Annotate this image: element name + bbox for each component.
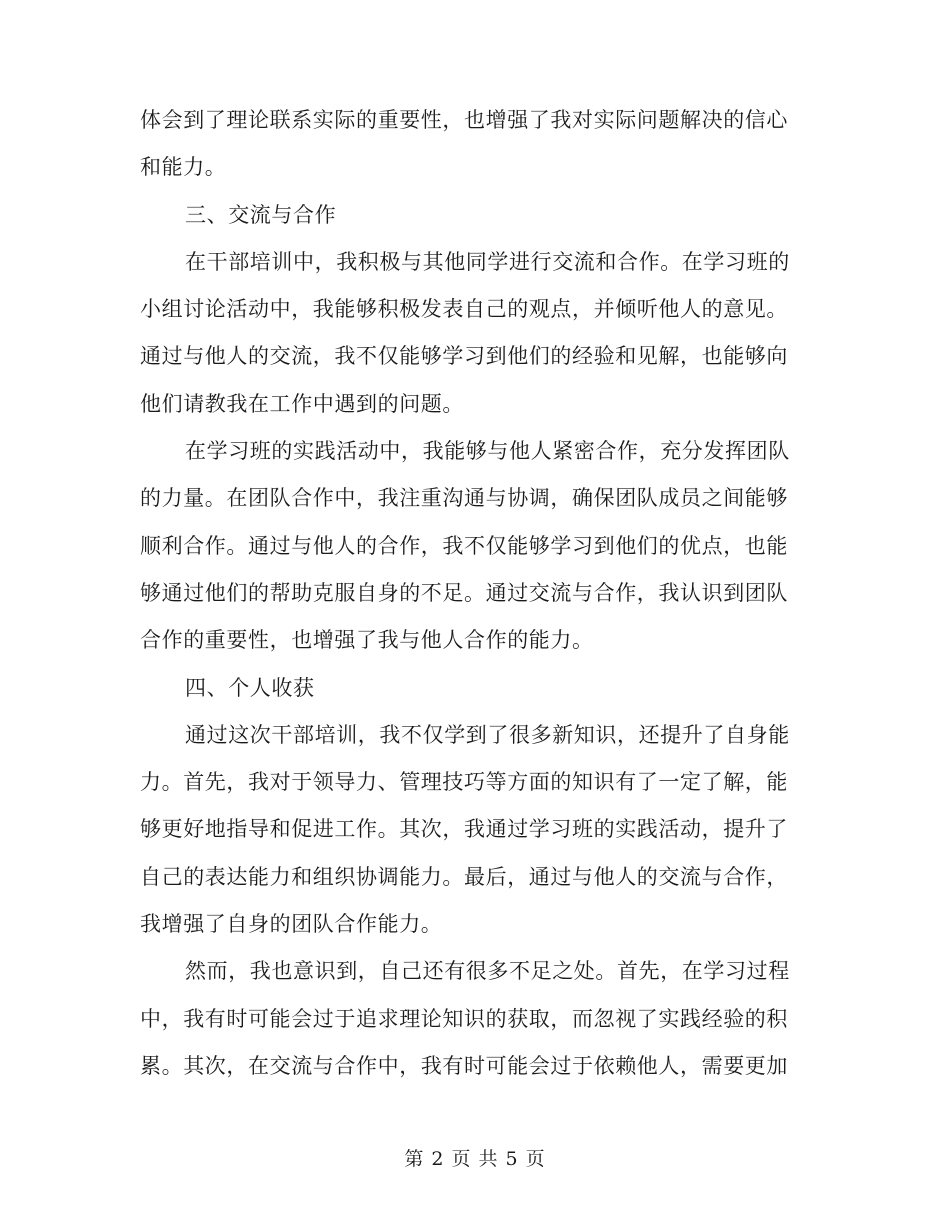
body-line: 够通过他们的帮助克服自身的不足。通过交流与合作，我认识到团队 [140, 580, 788, 605]
body-line: 力。首先，我对于领导力、管理技巧等方面的知识有了一定了解，能 [140, 770, 788, 795]
body-line: 体会到了理论联系实际的重要性，也增强了我对实际问题解决的信心 [140, 108, 788, 132]
body-line: 自己的表达能力和组织协调能力。最后，通过与他人的交流与合作， [140, 864, 788, 889]
body-line: 中，我有时可能会过于追求理论知识的获取，而忽视了实践经验的积 [140, 1006, 788, 1031]
body-line: 小组讨论活动中，我能够积极发表自己的观点，并倾听他人的意见。 [140, 297, 788, 322]
section-heading: 三、交流与合作 [185, 202, 337, 227]
document-body [140, 97, 800, 1090]
section-heading: 四、个人收获 [185, 675, 315, 700]
page-number: 第 2 页 共 5 页 [404, 1148, 546, 1170]
body-line: 我增强了自身的团队合作能力。 [140, 912, 443, 937]
body-line: 在学习班的实践活动中，我能够与他人紧密合作，充分发挥团队 [185, 439, 790, 464]
body-line: 顺利合作。通过与他人的合作，我不仅能够学习到他们的优点，也能 [140, 533, 788, 558]
body-line: 然而，我也意识到，自己还有很多不足之处。首先，在学习过程 [185, 959, 790, 984]
body-line: 在干部培训中，我积极与其他同学进行交流和合作。在学习班的 [185, 249, 790, 274]
body-line: 够更好地指导和促进工作。其次，我通过学习班的实践活动，提升了 [140, 817, 788, 842]
body-line: 累。其次，在交流与合作中，我有时可能会过于依赖他人，需要更加 [140, 1053, 788, 1078]
body-line: 他们请教我在工作中遇到的问题。 [140, 391, 464, 416]
page-footer [0, 1146, 950, 1172]
body-line: 通过这次干部培训，我不仅学到了很多新知识，还提升了自身能 [185, 722, 790, 747]
body-line: 的力量。在团队合作中，我注重沟通与协调，确保团队成员之间能够 [140, 486, 788, 511]
body-line: 通过与他人的交流，我不仅能够学习到他们的经验和见解，也能够向 [140, 344, 788, 369]
body-line: 和能力。 [140, 155, 227, 180]
body-line: 合作的重要性，也增强了我与他人合作的能力。 [140, 628, 594, 653]
